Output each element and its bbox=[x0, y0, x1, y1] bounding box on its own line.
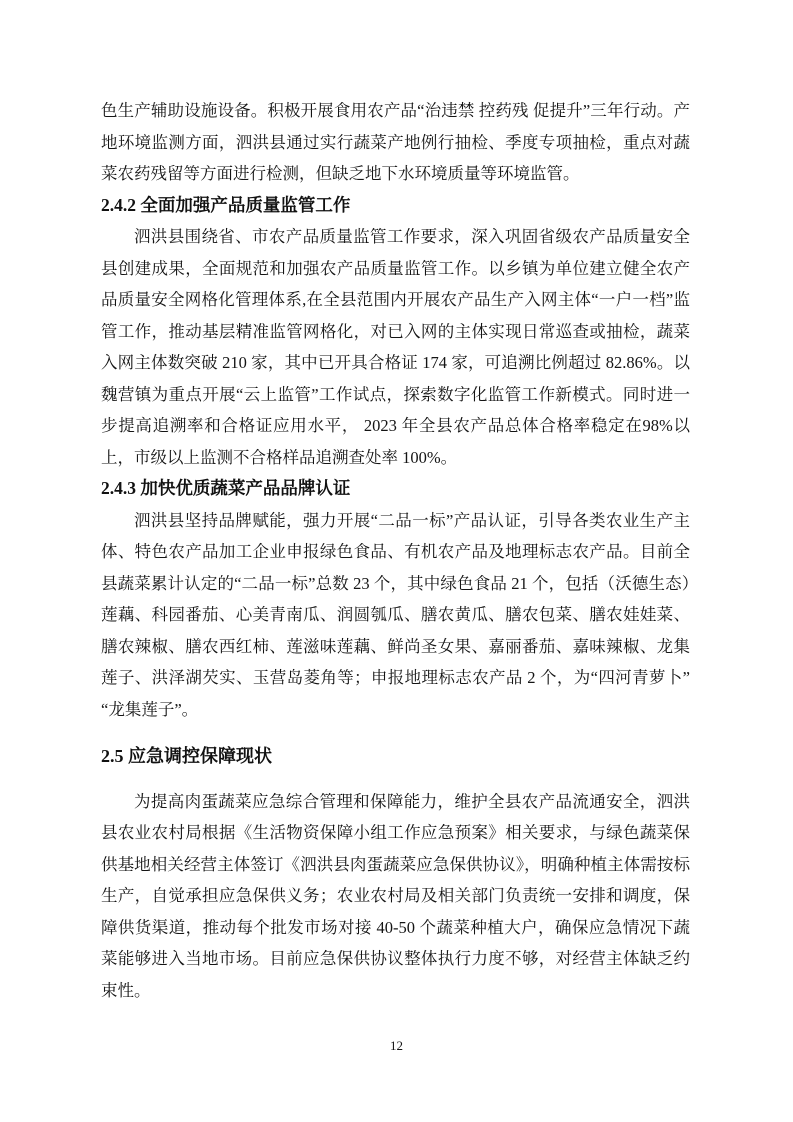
heading-2-4-3-brand-certification: 2.4.3 加快优质蔬菜产品品牌认证 bbox=[101, 478, 351, 498]
heading-2-4-2-quality-supervision: 2.4.2 全面加强产品质量监管工作 bbox=[101, 194, 351, 215]
paragraph-brand-certification-detail: 泗洪县坚持品牌赋能，强力开展“二品一标”产品认证，引导各类农业生产主体、特色农产品加工企业申报绿色食品、有机农产品及地理标志农产品。目前全县蔬菜累计认定的“二品一标”总数 23 个，其中绿色食品 21 个，包括（沃德生态）莲藕、科园番茄、心美青南瓜、润圆瓠瓜、膳农黄瓜、膳农包菜、膳农娃娃菜、膳农辣椒、膳农西红柿、莲滋味莲藕、鲜尚圣女果、嘉丽番茄、嘉味辣椒、龙集莲子、洪泽湖芡实、玉营岛菱角等；申报地理标志农产品 2 个，为“四河青萝卜” “龙集莲子”。 bbox=[101, 510, 690, 719]
page-number: 12 bbox=[390, 1038, 403, 1053]
paragraph-emergency-supply-guarantee: 为提高肉蛋蔬菜应急综合管理和保障能力，维护全县农产品流通安全，泗洪县农业农村局根据《生活物资保障小组工作应急预案》相关要求，与绿色蔬菜保供基地相关经营主体签订《泗洪县肉蛋蔬菜应急保供协议》，明确种植主体需按标生产，自觉承担应急保供义务；农业农村局及相关部门负责统一安排和调度，保障供货渠道，推动每个批发市场对接 40-50 个蔬菜种植大户，确保应急情况下蔬菜能够进入当地市场。目前应急保供协议整体执行力度不够，对经营主体缺乏约束性。 bbox=[101, 791, 690, 1000]
paragraph-quality-supervision-work: 泗洪县围绕省、市农产品质量监管工作要求，深入巩固省级农产品质量安全县创建成果，全面规范和加强农产品质量监管工作。以乡镇为单位建立健全农产品质量安全网格化管理体系,在全县范围内开展农产品生产入网主体“一户一档”监管工作，推动基层精准监管网格化，对已入网的主体实现日常巡查或抽检，蔬菜入网主体数突破 210 家，其中已开具合格证 174 家，可追溯比例超过 82.86%。以魏营镇为重点开展“云上监管”工作试点，探索数字化监管工作新模式。同时进一步提高追溯率和合格证应用水平， 2023 年全县农产品总体合格率稳定在98%以上，市级以上监测不合格样品追溯查处率 100%。 bbox=[101, 227, 690, 467]
paragraph-continued-production-facilities: 色生产辅助设施设备。积极开展食用农产品“治违禁 控药残 促提升”三年行动。产地环境监测方面，泗洪县通过实行蔬菜产地例行抽检、季度专项抽检，重点对蔬菜农药残留等方面进行检测，但缺乏地下水环境质量等环境监管。 bbox=[101, 101, 690, 183]
heading-2-5-emergency-regulation: 2.5 应急调控保障现状 bbox=[101, 746, 272, 766]
